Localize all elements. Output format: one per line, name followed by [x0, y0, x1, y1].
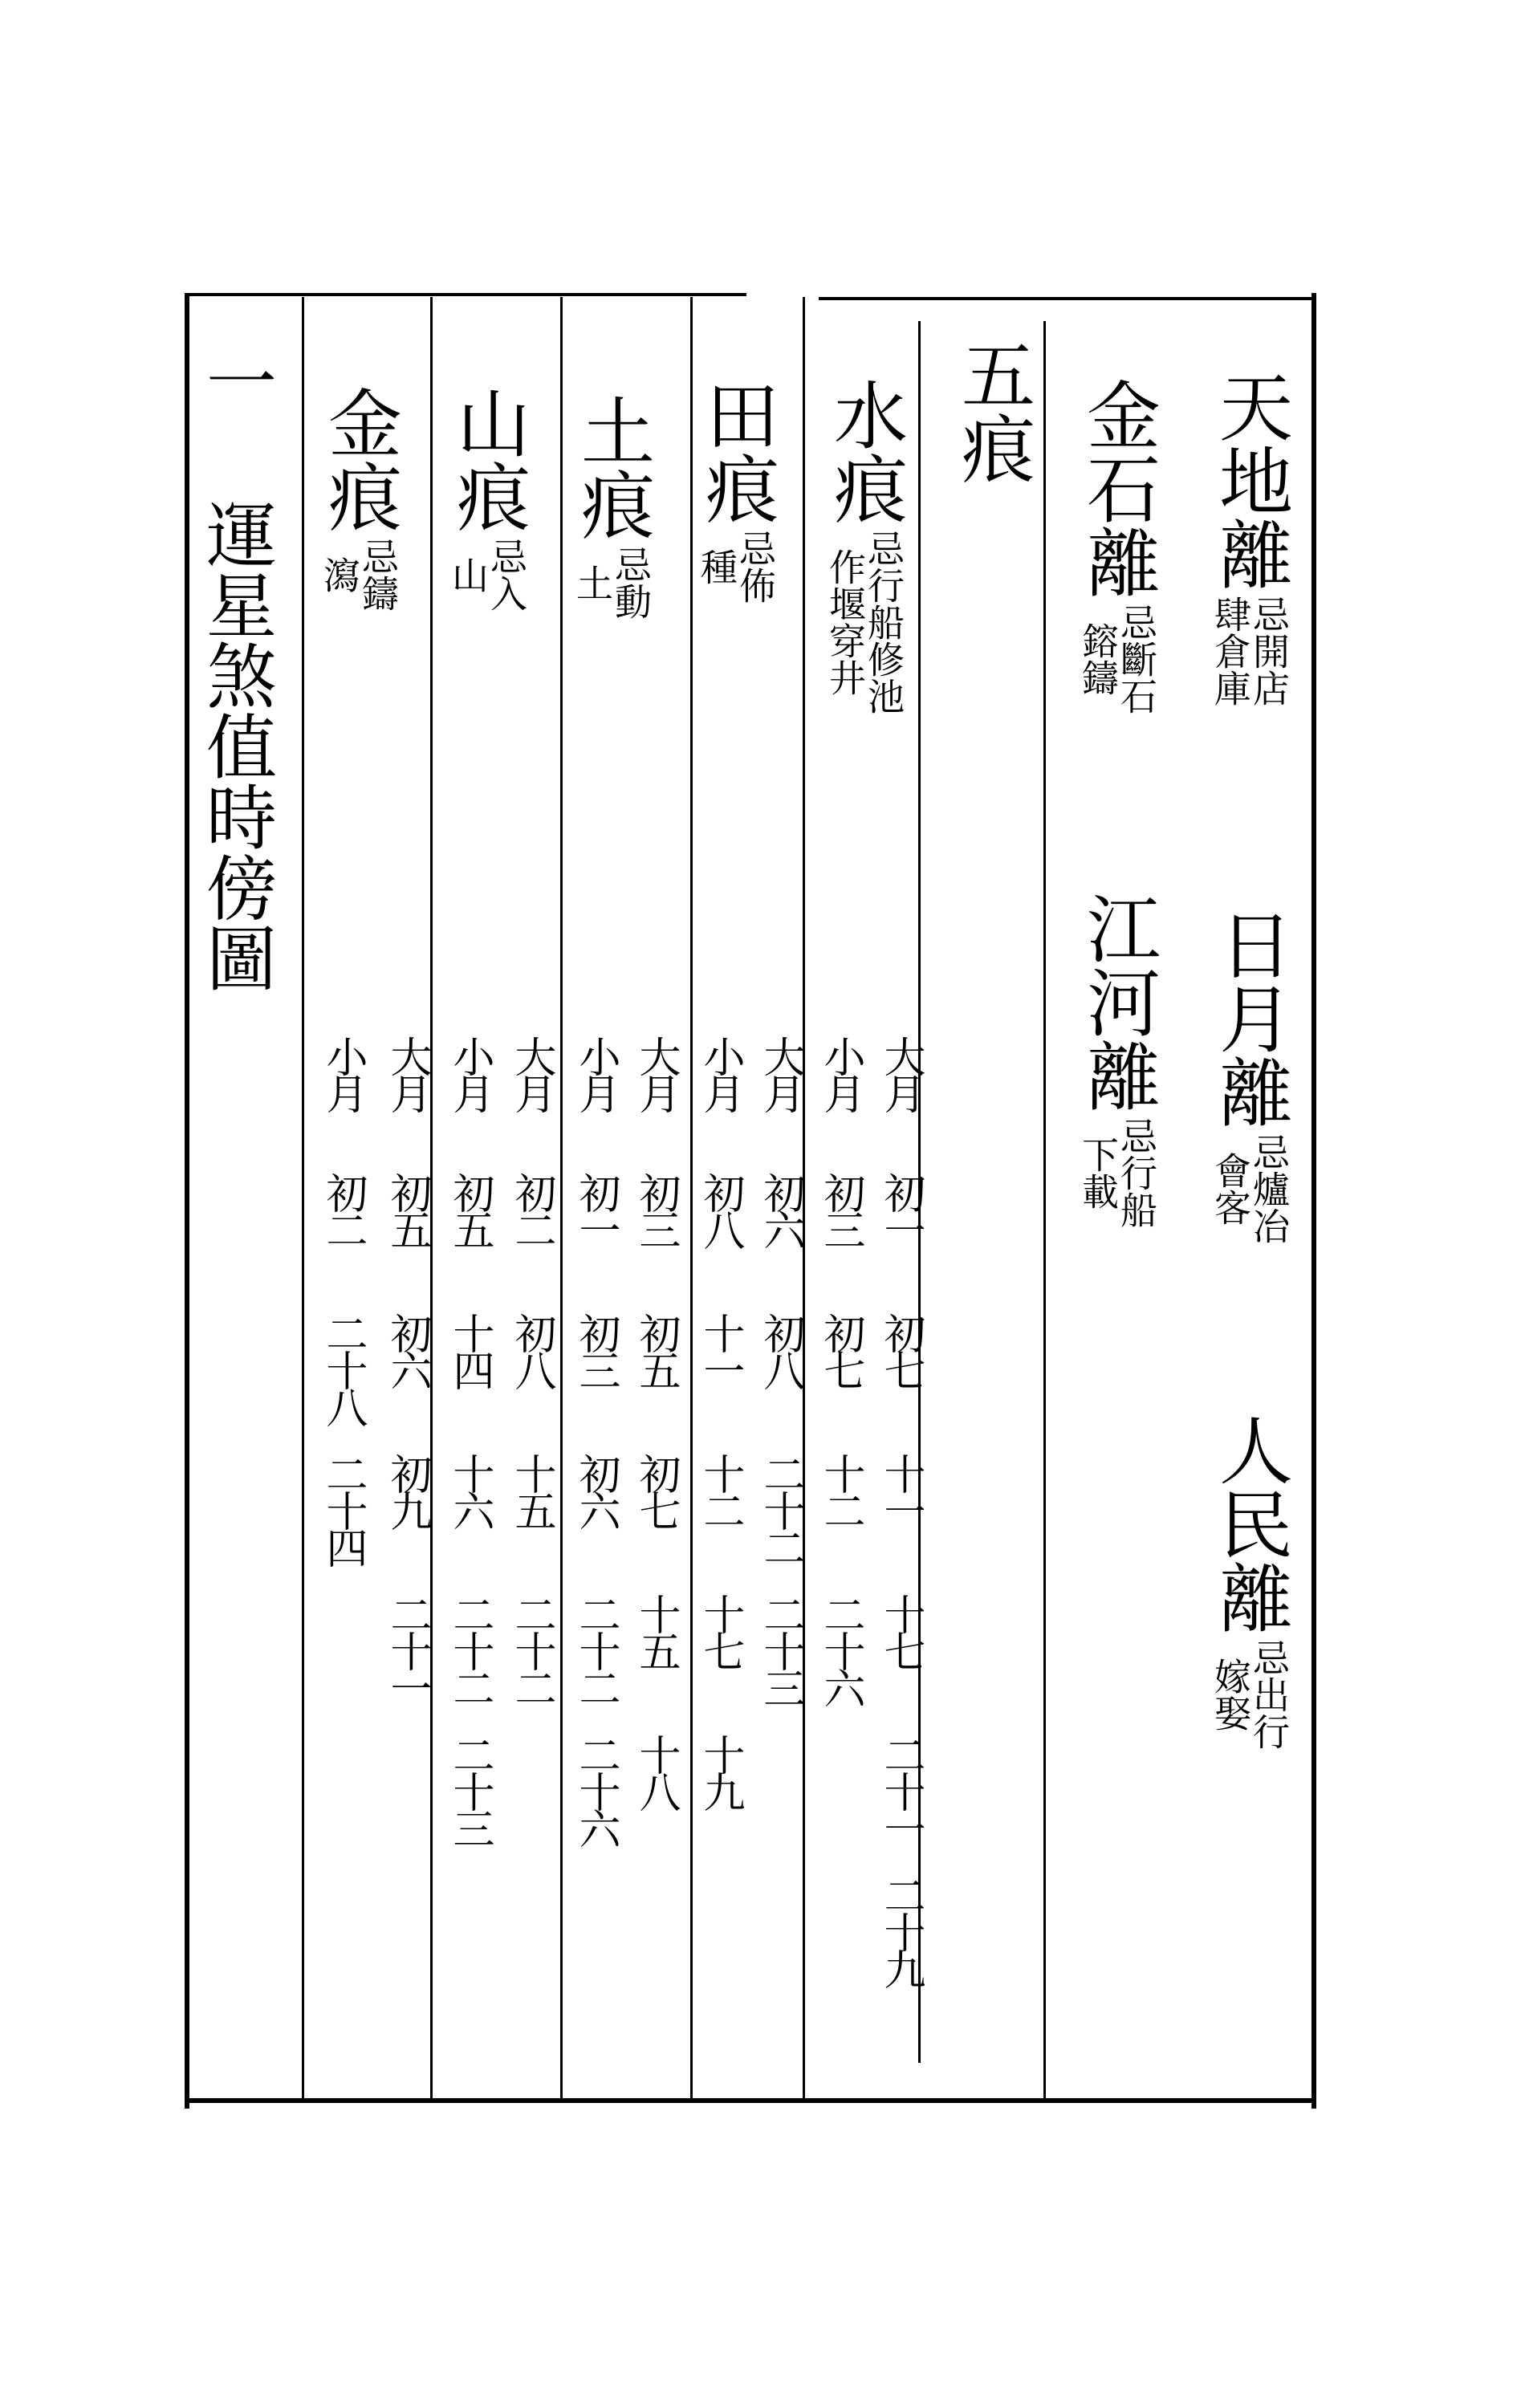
month-label: 小月 — [696, 1035, 744, 1109]
day-value: 十一 — [876, 1453, 925, 1527]
month-label: 大月 — [507, 1035, 555, 1109]
frame-right-border — [1312, 293, 1316, 2109]
section-heading: 五痕 — [950, 337, 1035, 485]
frame-top-left — [185, 293, 746, 296]
title-column — [195, 345, 278, 993]
page-title: 一 運星煞值時傍圖 — [195, 345, 278, 993]
mark-metal — [316, 385, 402, 612]
separation-riyue — [1207, 907, 1293, 1244]
day-value: 二十九 — [876, 1874, 925, 1985]
separation-jianghe — [1075, 891, 1161, 1228]
mark-earth — [569, 393, 655, 620]
day-value: 初八 — [507, 1312, 555, 1386]
five-marks-heading — [950, 337, 1035, 490]
month-label: 小月 — [445, 1035, 494, 1109]
day-value: 初五 — [632, 1312, 680, 1386]
separation-note: 鎔鑄 — [1076, 622, 1120, 696]
separation-name: 天地離 — [1207, 369, 1293, 591]
day-value: 初八 — [696, 1172, 744, 1246]
mark-field — [693, 377, 779, 604]
month-label: 小月 — [816, 1035, 864, 1109]
day-value: 十八 — [632, 1734, 680, 1808]
separation-name: 日月離 — [1207, 907, 1293, 1129]
day-value: 初一 — [571, 1172, 620, 1246]
day-value: 二十四 — [319, 1453, 367, 1564]
separation-tiandi — [1207, 369, 1293, 706]
mark-note: 作堰穿井 — [824, 548, 867, 696]
day-value: 十一 — [696, 1312, 744, 1386]
day-value: 十七 — [696, 1593, 744, 1667]
month-label: 大月 — [756, 1035, 804, 1109]
mark-note: 忌動 — [609, 546, 653, 620]
day-value: 二十二 — [756, 1453, 804, 1564]
day-value: 初六 — [571, 1453, 620, 1527]
mark-note: 忌佈 — [734, 530, 777, 604]
day-value: 二十六 — [571, 1734, 620, 1845]
frame-top-right — [819, 297, 1316, 300]
day-value: 二十一 — [876, 1734, 925, 1845]
separation-note: 忌開店 — [1247, 596, 1291, 706]
month-label: 大月 — [876, 1035, 925, 1109]
day-value: 初一 — [876, 1172, 925, 1246]
day-value: 初六 — [383, 1312, 431, 1386]
day-value: 初三 — [816, 1172, 864, 1246]
mark-note: 忌行船修池 — [862, 530, 905, 714]
separation-note: 忌爐冶 — [1247, 1133, 1291, 1244]
mark-mountain — [445, 385, 531, 612]
mark-note: 種 — [695, 548, 738, 585]
frame-left-border — [185, 293, 189, 2109]
separation-note: 會客 — [1209, 1152, 1252, 1226]
day-value: 二十八 — [319, 1312, 367, 1423]
separation-note: 肆倉庫 — [1209, 596, 1252, 706]
mark-name: 土痕 — [569, 393, 655, 541]
column-rule — [302, 297, 304, 2103]
day-value: 初三 — [632, 1172, 680, 1246]
day-value: 初七 — [632, 1453, 680, 1527]
day-value: 十七 — [876, 1593, 925, 1667]
mark-note: 山 — [446, 556, 490, 593]
mark-note: 忌入 — [485, 538, 528, 612]
day-value: 二十二 — [445, 1593, 494, 1704]
day-value: 二十三 — [445, 1734, 494, 1845]
day-value: 二十六 — [816, 1593, 864, 1704]
separation-name: 人民離 — [1207, 1413, 1293, 1634]
day-value: 初五 — [445, 1172, 494, 1246]
day-value: 十九 — [696, 1734, 744, 1808]
day-value: 二十二 — [507, 1593, 555, 1704]
day-value: 初七 — [816, 1312, 864, 1386]
separation-jinshi — [1075, 377, 1161, 714]
separation-note: 忌斷石 — [1115, 604, 1158, 714]
separation-note: 忌出行 — [1247, 1639, 1291, 1750]
frame-bottom — [185, 2098, 1316, 2103]
mark-water — [822, 377, 908, 714]
day-value: 十六 — [445, 1453, 494, 1527]
month-label: 大月 — [632, 1035, 680, 1109]
day-value: 初八 — [756, 1312, 804, 1386]
day-value: 十二 — [816, 1453, 864, 1527]
day-value: 初二 — [319, 1172, 367, 1246]
day-value: 初五 — [383, 1172, 431, 1246]
day-value: 初二 — [507, 1172, 555, 1246]
day-value: 初三 — [571, 1312, 620, 1386]
mark-note: 瀉 — [318, 556, 361, 593]
mark-name: 田痕 — [693, 377, 779, 525]
day-value: 十四 — [445, 1312, 494, 1386]
month-label: 大月 — [383, 1035, 431, 1109]
separation-note: 忌行船 — [1115, 1117, 1158, 1228]
day-value: 初七 — [876, 1312, 925, 1386]
mark-note: 土 — [571, 564, 614, 601]
mark-note: 忌鑄 — [356, 538, 400, 612]
column-rule — [1043, 321, 1046, 2103]
day-value: 初九 — [383, 1453, 431, 1527]
day-value: 二十一 — [383, 1593, 431, 1704]
separation-renmin — [1207, 1413, 1293, 1750]
mark-name: 水痕 — [822, 377, 908, 525]
day-value: 二十二 — [571, 1593, 620, 1704]
separation-note: 嫁娶 — [1209, 1658, 1252, 1731]
mark-name: 金痕 — [316, 385, 402, 533]
month-label: 小月 — [571, 1035, 620, 1109]
separation-note: 下載 — [1076, 1136, 1120, 1210]
day-value: 二十三 — [756, 1593, 804, 1704]
separation-name: 金石離 — [1075, 377, 1161, 599]
month-label: 小月 — [319, 1035, 367, 1109]
day-value: 十二 — [696, 1453, 744, 1527]
separation-name: 江河離 — [1075, 891, 1161, 1112]
day-value: 十五 — [507, 1453, 555, 1527]
day-value: 十五 — [632, 1593, 680, 1667]
mark-name: 山痕 — [445, 385, 531, 533]
day-value: 初六 — [756, 1172, 804, 1246]
